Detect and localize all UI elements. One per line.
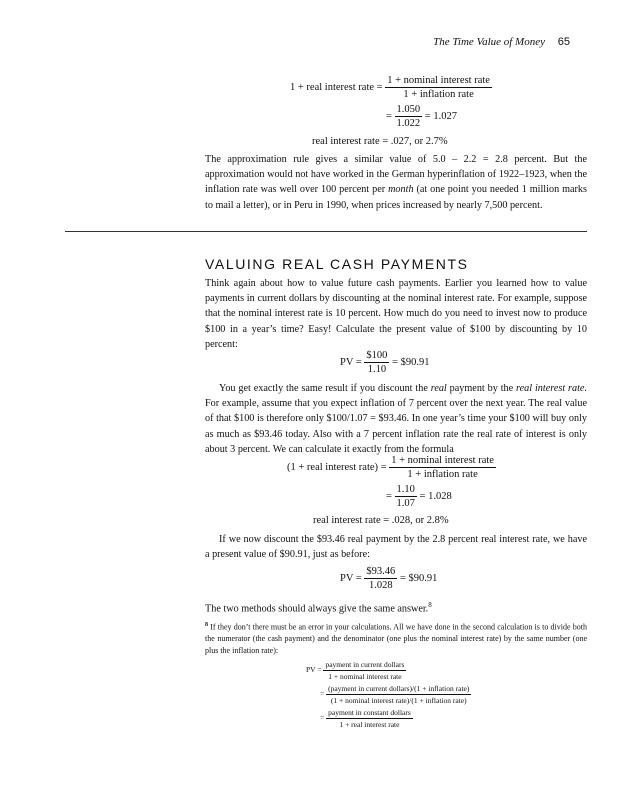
footnote-eq3-fraction (326, 708, 413, 729)
mid-eq2-numerator: 1.10 (396, 484, 415, 495)
footnote-eq3-denominator: 1 + real interest rate (339, 720, 400, 729)
footnote-marker: 8 (205, 622, 208, 628)
paragraph-discount-again: If we now discount the $93.46 real payment by the 2.8 percent real interest rate, we have a present value of $90.91, just as before: (205, 534, 587, 561)
paragraph-real-italic-2: real interest rate. (516, 383, 587, 394)
pv-eq2-lhs: PV = (340, 572, 362, 584)
paragraph-real-text-1: You get exactly the same result if you discount the (219, 383, 431, 394)
footnote-eq3-numerator: payment in constant dollars (328, 708, 411, 717)
mid-eq1-lhs: (1 + real interest rate) (287, 461, 379, 473)
pv-eq2-fraction (364, 566, 397, 591)
footnote-reference: 8 (428, 601, 432, 609)
pv-eq1-fraction (364, 350, 389, 375)
paragraph-real-text-3: For example, assume that you expect inflation of 7 percent over the next year. The real value of that $100 is therefore only $100/1.07 = $93.46. In one year’s time your $100 will buy only as much as $93.46 today. Also with a 7 percent inflation rate the real rate of interest is only about 3 percent. We can calculate it exactly from the formula (205, 398, 587, 455)
section-divider (65, 231, 587, 232)
footnote-text: If they don’t there must be an error in your calculations. All we have done in the second calculation is to divide both the numerator (the cash payment) and the denominator (one plus the nominal interest rate) by the same number (one plus the inflation rate): (205, 622, 587, 655)
top-eq1-lhs: 1 + real interest rate (290, 81, 375, 93)
top-eq1-numerator: 1 + nominal interest rate (387, 75, 490, 86)
paragraph-approximation (205, 152, 587, 213)
top-equation-2: = $\frac{1.050}{1.022}$ = 1.027 (386, 104, 457, 129)
mid-equation-3: real interest rate = .028, or 2.8% (313, 515, 449, 526)
paragraph-same-answer (205, 598, 587, 617)
footnote-equation-3: = $\frac{\text{payment in constant dollars}}{\text{1 + real interest rate}}$ (320, 708, 411, 729)
paragraph-real-payment (205, 381, 587, 457)
footnote-eq2-fraction (326, 684, 471, 705)
pv-eq1-lhs: PV = (340, 356, 362, 368)
footnote-pv-label: PV = (306, 665, 322, 675)
footnote-equation-2: = $\frac{\text{(payment in current dollars)/(1 + inflation rate)}}{\text{(1 + nominal interest rate)/(1 + inflation rate)}}$ (320, 684, 470, 705)
footnote-eq1-denominator: 1 + nominal interest rate (328, 672, 402, 681)
top-eq2-denominator: 1.022 (396, 118, 421, 129)
same-answer-text: The two methods should always give the same answer. (205, 603, 429, 615)
paragraph-approximation-text-1: The approximation rule gives a similar value of 5.0 – 2.2 = 2.8 percent. But the approximation would not have worked in the German hyperinflation of 1922–1923, when the inflation rate was well over 100 percent per (205, 154, 587, 196)
top-eq1-fraction (385, 75, 492, 100)
footnote-eq1-fraction (323, 660, 406, 681)
pv-eq2-numerator: $93.46 (366, 566, 396, 577)
paragraph-real-text-2: payment by the (446, 383, 517, 394)
running-head (433, 36, 570, 48)
pv-eq1-result: = $90.91 (392, 356, 430, 368)
footnote-8 (205, 620, 587, 656)
pv-eq2-result: = $90.91 (399, 572, 438, 584)
mid-eq2-denominator: 1.07 (396, 498, 415, 509)
running-head-title: The Time Value of Money (433, 36, 545, 48)
mid-eq2-fraction (395, 484, 417, 509)
top-eq2-result: = 1.027 (424, 110, 457, 122)
mid-eq2-result: = 1.028 (419, 490, 452, 502)
pv-equation-2 (340, 566, 437, 591)
pv-eq1-numerator: $100 (366, 350, 388, 361)
mid-eq1-fraction (389, 455, 496, 480)
pv-eq2-denominator: 1.028 (369, 580, 393, 591)
pv-eq1-denominator: 1.10 (367, 364, 387, 375)
paragraph-valuing-intro: Think again about how to value future cash payments. Earlier you learned how to value payments in current dollars by discounting at the nominal interest rate. For example, suppose that the nominal interest rate is 10 percent. How much do you need to invest now to produce $100 in a year’s time? Easy! Calculate the present value of $100 by discounting by 10 percent: (205, 278, 587, 350)
top-eq1-denominator: 1 + inflation rate (403, 89, 474, 100)
mid-equation-1: (1 + real interest rate) = $\frac{\text{1 + nominal interest rate}}{\text{1 + inflation rate}}$ (287, 455, 494, 480)
footnote-eq2-numerator: (payment in current dollars)/(1 + inflation rate) (328, 684, 470, 693)
pv-equation-1 (340, 350, 429, 375)
top-equation-1: 1 + real interest rate = $\frac{\text{1 + nominal interest rate}}{\text{1 + inflation rate}}$ (290, 75, 490, 100)
footnote-eq2-denominator: (1 + nominal interest rate)/(1 + inflation rate) (330, 696, 467, 705)
mid-eq1-numerator: 1 + nominal interest rate (391, 455, 494, 466)
page-number: 65 (557, 36, 570, 48)
top-eq2-fraction (395, 104, 423, 129)
paragraph-approximation-italic: month (388, 184, 414, 196)
mid-equation-2: = $\frac{1.10}{1.07}$ = 1.028 (386, 484, 452, 509)
paragraph-approximation-text-2: (at one point you needed 1 million marks to mail a letter), or in Peru in 1990, when prices increased by nearly 7,500 percent. (205, 184, 587, 211)
footnote-equation-1 (306, 660, 406, 681)
paragraph-real-italic-1: real (430, 383, 447, 394)
top-eq2-numerator: 1.050 (396, 104, 421, 115)
footnote-eq1-numerator: payment in current dollars (325, 660, 405, 669)
mid-eq1-denominator: 1 + inflation rate (407, 469, 478, 480)
section-heading: VALUING REAL CASH PAYMENTS (205, 256, 469, 272)
top-equation-3: real interest rate = .027, or 2.7% (312, 136, 448, 147)
